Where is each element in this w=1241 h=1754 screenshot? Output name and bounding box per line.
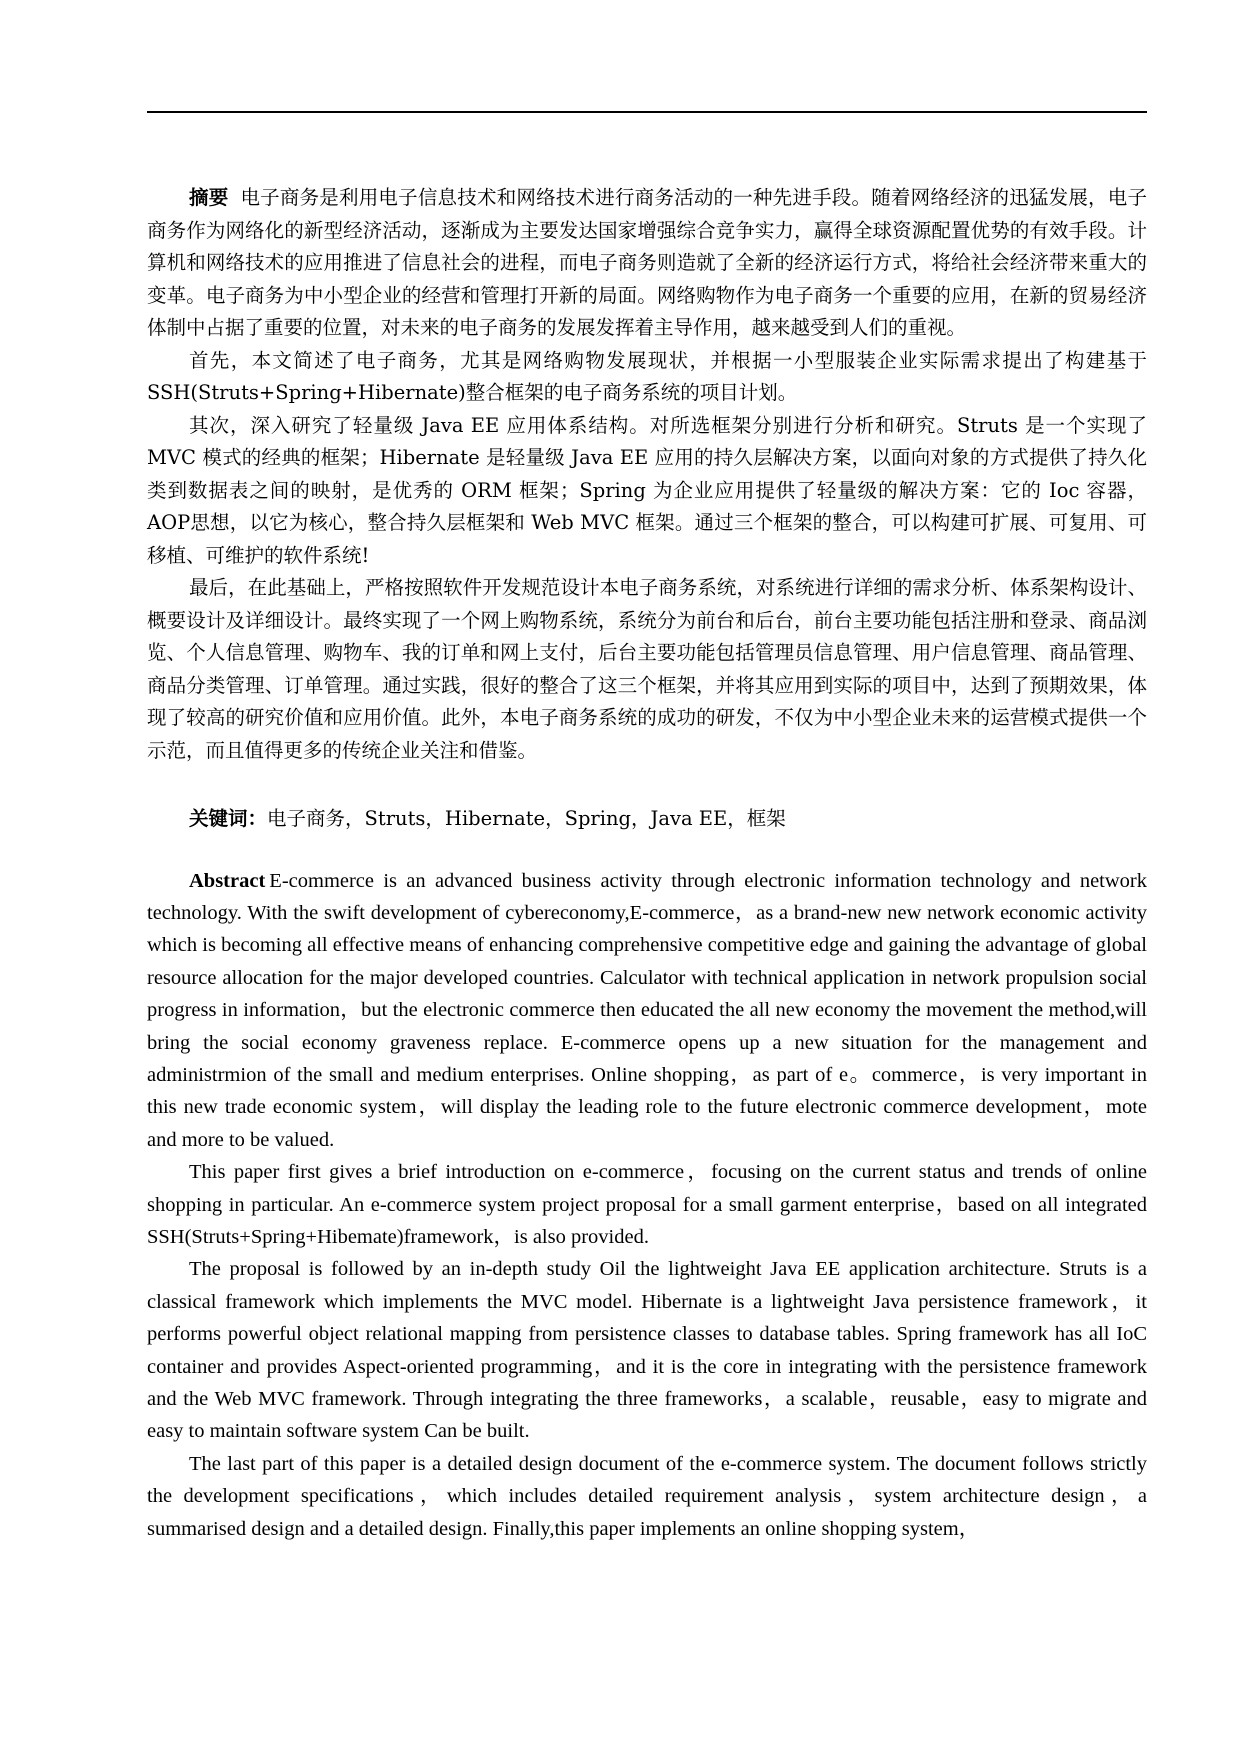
page-content: [147, 182, 1147, 1545]
zh-abstract-label: 摘要: [189, 186, 229, 209]
keywords-text: 电子商务，Struts，Hibernate，Spring，Java EE，框架: [267, 807, 786, 830]
en-abstract-text: E-commerce is an advanced business activity through electronic information technology and network technology. With the swift development of cybereconomy,E-commerce，as a brand-new new network economic activity which is becoming all effective means of enhancing comprehensive competitive edge and gaining the advantage of global resource allocation for the major developed countries. Calculator with technical application in network propulsion social progress in information，but the electronic commerce then educated the all new economy the movement the method,will bring the social economy graveness replace. E-commerce opens up a new situation for the management and administrmion of the small and medium enterprises. Online shopping，as part of e。commerce，is very important in this new trade economic system，will display the leading role to the future electronic commerce development，mote and more to be valued.: [147, 869, 1147, 1151]
zh-abstract-paragraph: 其次，深入研究了轻量级 Java EE 应用体系结构。对所选框架分别进行分析和研究。Struts 是一个实现了MVC 模式的经典的框架；Hibernate 是轻量级 Java EE 应用的持久层解决方案，以面向对象的方式提供了持久化类到数据表之间的映射，是优秀的 ORM 框架；Spring 为企业应用提供了轻量级的解决方案：它的 Ioc 容器，AOP思想，以它为核心，整合持久层框架和 Web MVC 框架。通过三个框架的整合，可以构建可扩展、可复用、可移植、可维护的软件系统!: [147, 413, 1147, 567]
zh-abstract-text: 电子商务是利用电子信息技术和网络技术进行商务活动的一种先进手段。随着网络经济的迅猛发展，电子商务作为网络化的新型经济活动，逐渐成为主要发达国家增强综合竞争实力，赢得全球资源配置优势的有效手段。计算机和网络技术的应用推进了信息社会的进程，而电子商务则造就了全新的经济运行方式，将给社会经济带来重大的变革。电子商务为中小型企业的经营和管理打开新的局面。网络购物作为电子商务一个重要的应用，在新的贸易经济体制中占据了重要的位置，对未来的电子商务的发展发挥着主导作用，越来越受到人们的重视。: [147, 186, 1147, 339]
chinese-abstract: [147, 182, 1147, 767]
zh-abstract-paragraph: 最后，在此基础上，严格按照软件开发规范设计本电子商务系统，对系统进行详细的需求分析、体系架构设计、概要设计及详细设计。最终实现了一个网上购物系统，系统分为前台和后台，前台主要功能包括注册和登录、商品浏览、个人信息管理、购物车、我的订单和网上支付，后台主要功能包括管理员信息管理、用户信息管理、商品管理、商品分类管理、订单管理。通过实践，很好的整合了这三个框架，并将其应用到实际的项目中，达到了预期效果，体现了较高的研究价值和应用价值。此外，本电子商务系统的成功的研发，不仅为中小型企业未来的运营模式提供一个示范，而且值得更多的传统企业关注和借鉴。: [147, 576, 1147, 762]
en-abstract-paragraph: This paper first gives a brief introduction on e-commerce，focusing on the current status and trends of online shopping in particular. An e-commerce system project proposal for a small garment enterprise，based on all integrated SSH(Struts+Spring+Hibemate)framework，is also provided.: [147, 1161, 1147, 1248]
en-abstract-label: Abstract: [189, 869, 266, 892]
keywords-line: [147, 803, 1147, 836]
keywords-label: 关键词：: [189, 807, 268, 830]
en-abstract-paragraph: The last part of this paper is a detailed design document of the e-commerce system. The document follows strictly the development specifications，which includes detailed requirement analysis，system architecture design，a summarised design and a detailed design. Finally,this paper implements an online shopping system，: [147, 1452, 1147, 1540]
en-abstract-paragraph: [147, 865, 1147, 1157]
english-abstract: [147, 865, 1147, 1546]
zh-abstract-paragraph: [147, 182, 1147, 345]
en-abstract-paragraph: The proposal is followed by an in-depth study Oil the lightweight Java EE application architecture. Struts is a classical framework which implements the MVC model. Hibernate is a lightweight Java persistence framework，it performs powerful object relational mapping from persistence classes to database tables. Spring framework has all IoC container and provides Aspect-oriented programming，and it is the core in integrating with the persistence framework and the Web MVC framework. Through integrating the three frameworks，a scalable，reusable，easy to migrate and easy to maintain software system Can be built.: [147, 1258, 1147, 1443]
header-rule: [147, 111, 1147, 113]
zh-abstract-paragraph: 首先，本文简述了电子商务，尤其是网络购物发展现状，并根据一小型服装企业实际需求提出了构建基于SSH(Struts+Spring+Hibernate)整合框架的电子商务系统的项目计划。: [147, 348, 1147, 404]
